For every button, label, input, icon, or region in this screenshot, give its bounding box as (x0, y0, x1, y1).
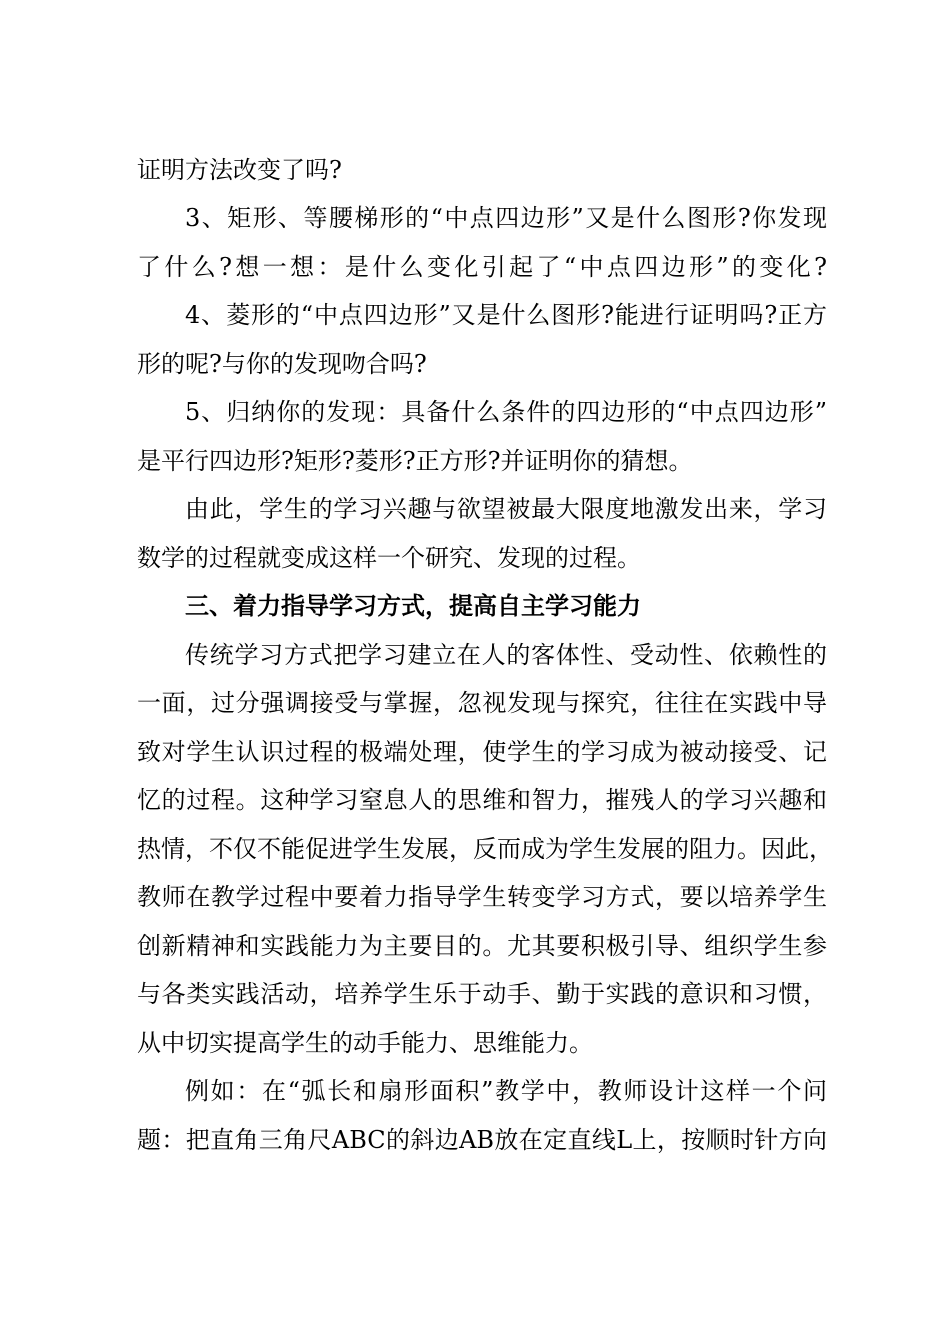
text-line-19: 从中切实提高学生的动手能力、思维能力。 (137, 1029, 593, 1057)
text-line-20: 例如：在“弧长和扇形面积”教学中，教师设计这样一个问 (185, 1077, 827, 1105)
text-line-4: 4、菱形的“中点四边形”又是什么图形?能进行证明吗?正方 (185, 301, 827, 329)
text-line-12: 一面，过分强调接受与掌握，忽视发现与探究，往往在实践中导 (137, 689, 827, 717)
text-line-21: 题：把直角三角尺ABC的斜边AB放在定直线L上，按顺时针方向 (137, 1126, 827, 1154)
text-line-17: 创新精神和实践能力为主要目的。尤其要积极引导、组织学生参 (137, 932, 827, 960)
text-line-3: 了什么?想一想：是什么变化引起了“中点四边形”的变化? (137, 253, 827, 281)
text-line-13: 致对学生认识过程的极端处理，使学生的学习成为被动接受、记 (137, 738, 827, 766)
text-line-6: 5、归纳你的发现：具备什么条件的四边形的“中点四边形” (185, 398, 827, 426)
text-line-15: 热情，不仅不能促进学生发展，反而成为学生发展的阻力。因此， (137, 835, 833, 863)
text-line-2: 3、矩形、等腰梯形的“中点四边形”又是什么图形?你发现 (185, 204, 827, 232)
text-line-11: 传统学习方式把学习建立在人的客体性、受动性、依赖性的 (185, 641, 827, 669)
text-line-18: 与各类实践活动，培养学生乐于动手、勤于实践的意识和习惯， (137, 980, 827, 1008)
text-line-8: 由此，学生的学习兴趣与欲望被最大限度地激发出来，学习 (185, 495, 827, 523)
text-line-16: 教师在教学过程中要着力指导学生转变学习方式，要以培养学生 (137, 883, 827, 911)
text-line-9: 数学的过程就变成这样一个研究、发现的过程。 (137, 544, 641, 572)
text-line-7: 是平行四边形?矩形?菱形?正方形?并证明你的猜想。 (137, 447, 693, 475)
text-line-1: 证明方法改变了吗? (137, 156, 342, 184)
text-line-14: 忆的过程。这种学习窒息人的思维和智力，摧残人的学习兴趣和 (137, 786, 827, 814)
section-heading: 三、着力指导学习方式，提高自主学习能力 (185, 592, 641, 620)
text-line-5: 形的呢?与你的发现吻合吗? (137, 350, 427, 378)
